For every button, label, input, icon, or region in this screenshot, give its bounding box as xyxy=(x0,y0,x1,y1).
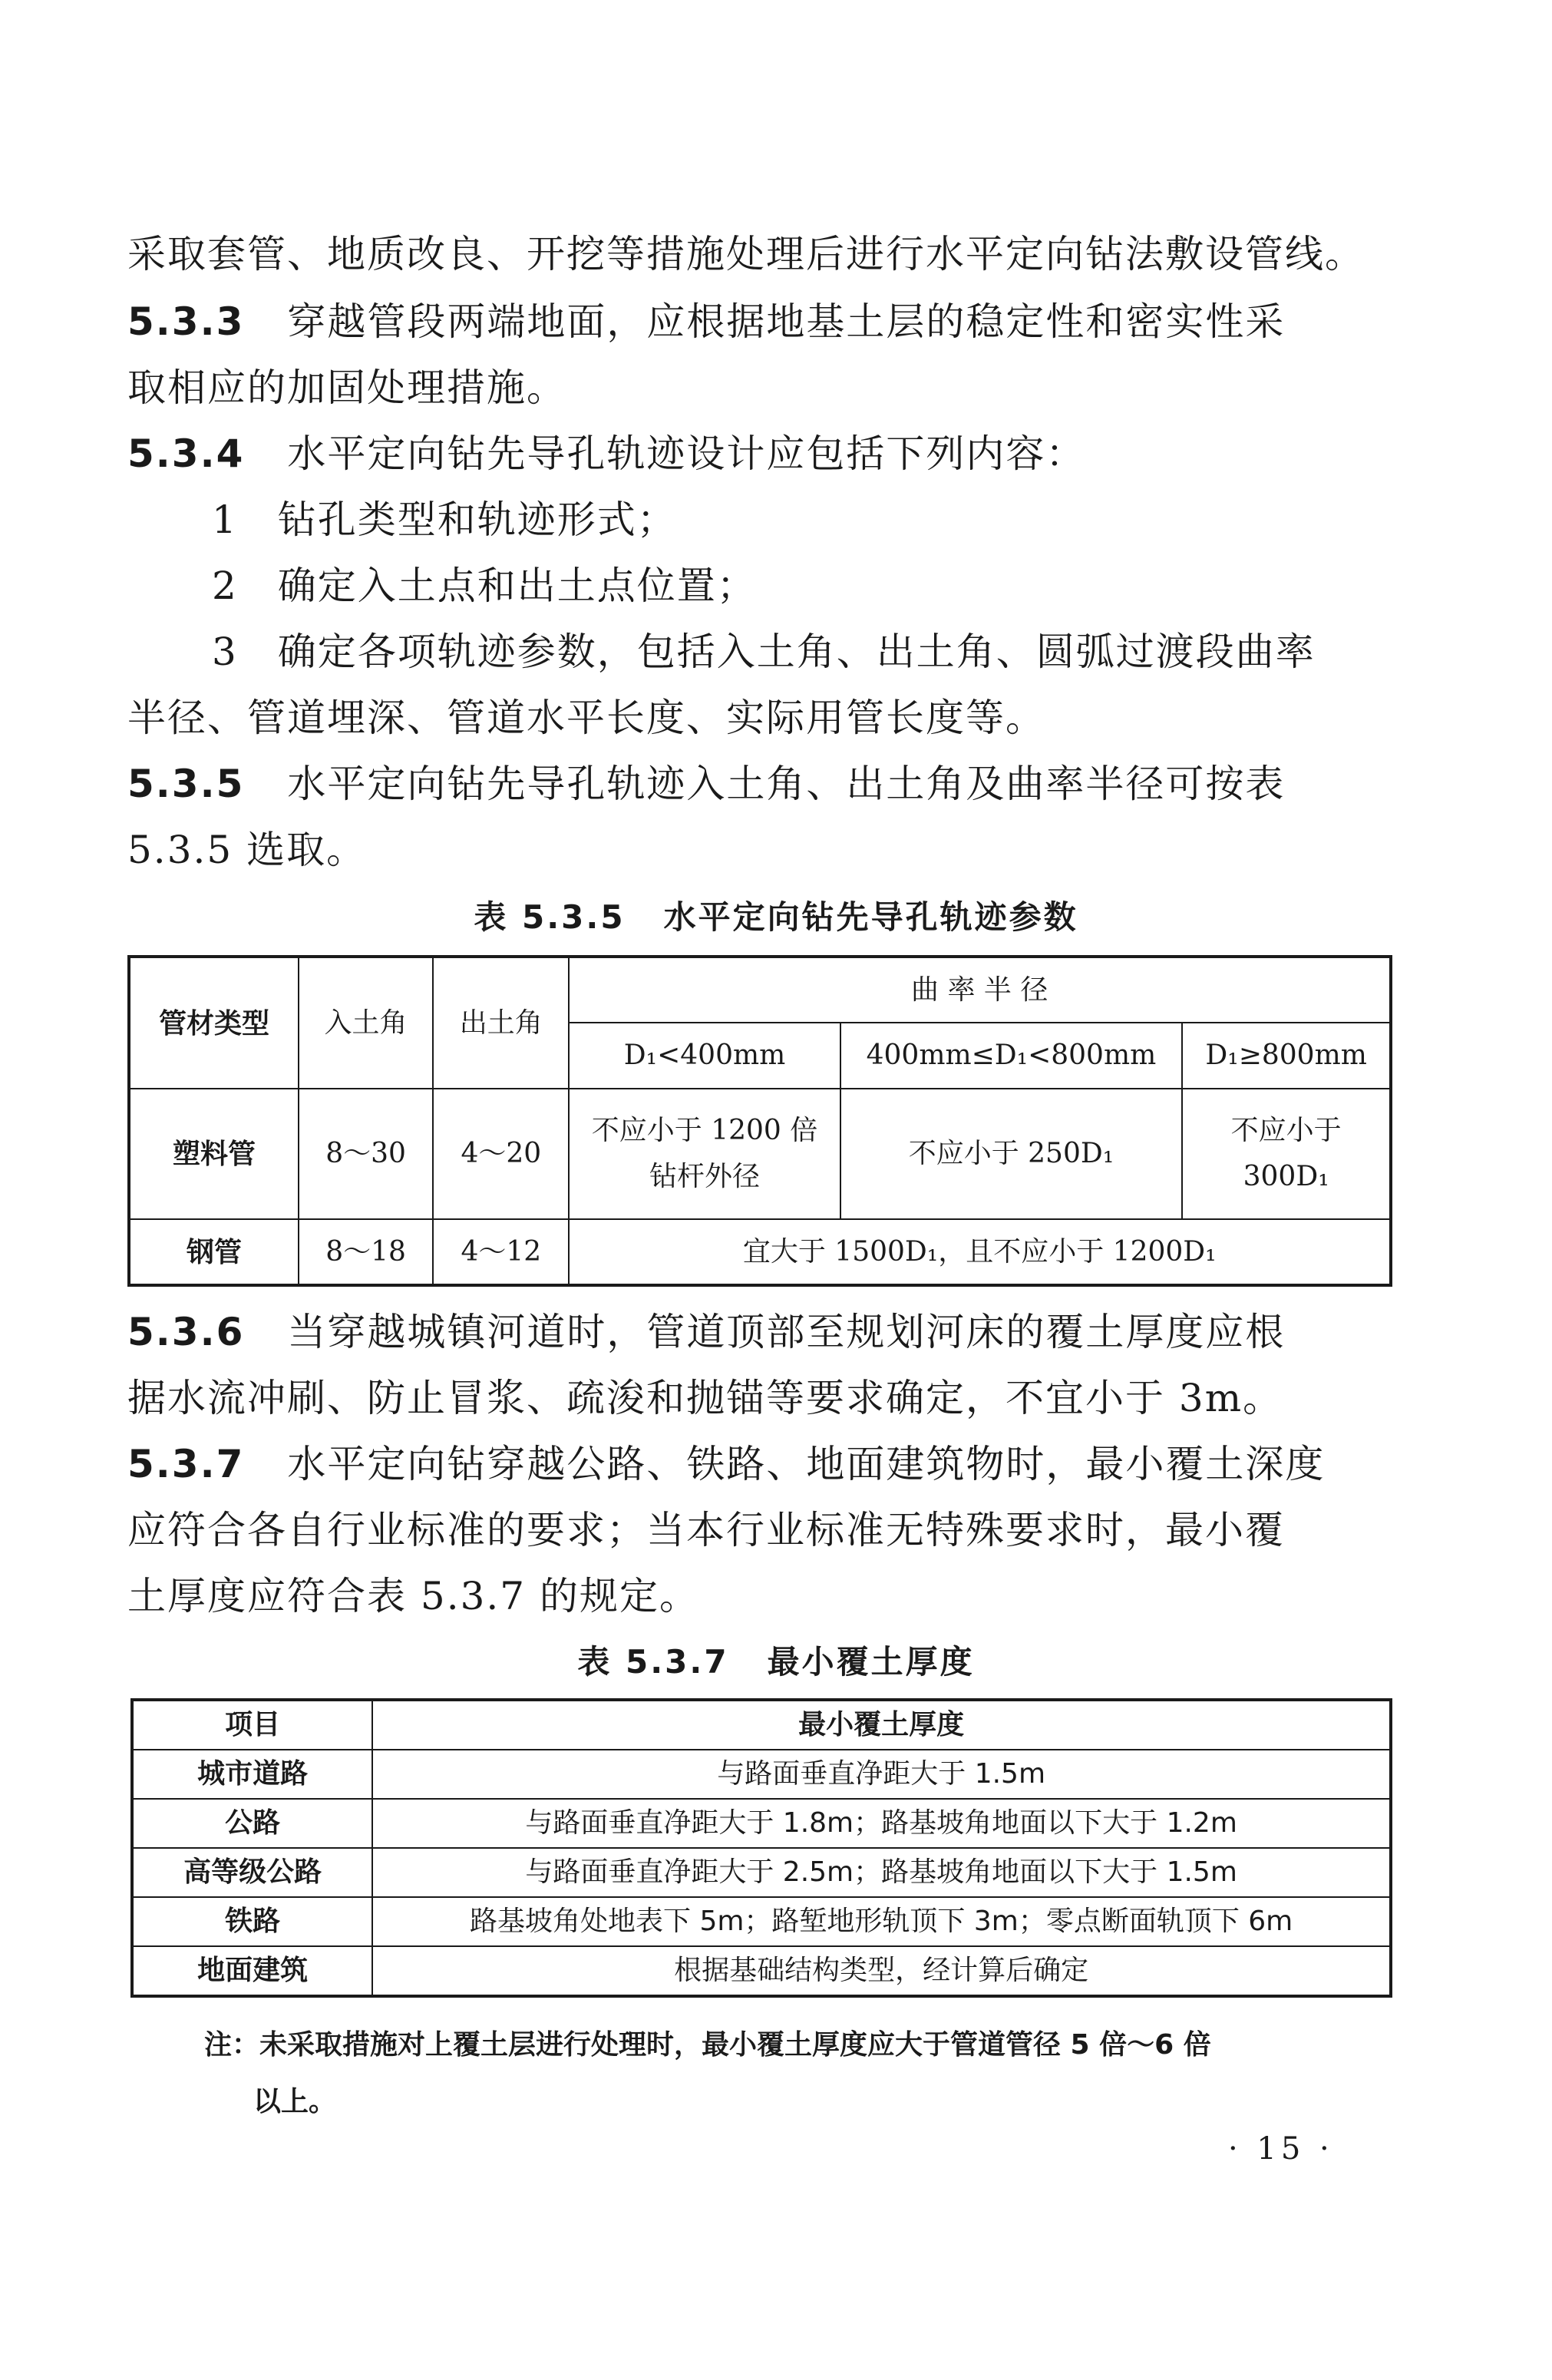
cell-value: 与路面垂直净距大于 2.5m；路基坡角地面以下大于 1.5m xyxy=(372,1848,1391,1897)
cell-radius-large xyxy=(1182,1089,1391,1219)
table-row xyxy=(132,1750,1391,1799)
table-5-3-5-caption xyxy=(0,892,1552,938)
paragraph-continuation: 采取套管、地质改良、开挖等措施处理后进行水平定向钻法敷设管线。 xyxy=(127,232,1365,276)
cell-exit-angle: 4～20 xyxy=(433,1089,569,1219)
caption-title: 水平定向钻先导孔轨迹参数 xyxy=(663,898,1078,936)
table-row xyxy=(132,1946,1391,1996)
cell-value: 与路面垂直净距大于 1.8m；路基坡角地面以下大于 1.2m xyxy=(372,1799,1391,1848)
section-text: 当穿越城镇河道时，管道顶部至规划河床的覆土厚度应根 xyxy=(287,1310,1286,1354)
table-note-cont: 以上。 xyxy=(253,2086,337,2117)
header-d1-lt-400: D₁<400mm xyxy=(569,1023,840,1089)
section-number: 5.3.4 xyxy=(127,431,245,476)
section-5-3-7-cont2: 土厚度应符合表 5.3.7 的规定。 xyxy=(127,1574,700,1618)
cell-entry-angle: 8～18 xyxy=(299,1219,433,1285)
cell-value: 路基坡角处地表下 5m；路堑地形轨顶下 3m；零点断面轨顶下 6m xyxy=(372,1897,1391,1946)
list-item-3-cont: 半径、管道埋深、管道水平长度、实际用管长度等。 xyxy=(127,696,1045,740)
cell-line: 不应小于 1200 倍 xyxy=(591,1115,818,1146)
section-number: 5.3.3 xyxy=(127,299,245,344)
header-item: 项目 xyxy=(132,1700,372,1750)
cell-item: 地面建筑 xyxy=(132,1946,372,1996)
section-text: 水平定向钻先导孔轨迹设计应包括下列内容： xyxy=(287,431,1086,476)
cell-line: 钻杆外径 xyxy=(649,1161,761,1192)
cell-entry-angle: 8～30 xyxy=(299,1089,433,1219)
cell-radius-small xyxy=(569,1089,840,1219)
section-5-3-7 xyxy=(127,1437,1386,1491)
table-row xyxy=(132,1848,1391,1897)
cell-line: 300D₁ xyxy=(1243,1161,1329,1192)
cell-item: 公路 xyxy=(132,1799,372,1848)
cell-item: 铁路 xyxy=(132,1897,372,1946)
table-row xyxy=(129,1219,1391,1285)
header-exit-angle: 出土角 xyxy=(433,957,569,1089)
cell-value: 与路面垂直净距大于 1.5m xyxy=(372,1750,1391,1799)
section-5-3-5-cont: 5.3.5 选取。 xyxy=(127,828,367,872)
list-item-3: 3 确定各项轨迹参数，包括入土角、出土角、圆弧过渡段曲率 xyxy=(212,630,1316,674)
header-min-cover: 最小覆土厚度 xyxy=(372,1700,1391,1750)
table-row xyxy=(132,1897,1391,1946)
section-5-3-7-cont: 应符合各自行业标准的要求；当本行业标准无特殊要求时，最小覆 xyxy=(127,1508,1285,1552)
section-5-3-3-cont: 取相应的加固处理措施。 xyxy=(127,365,566,410)
cell-item: 城市道路 xyxy=(132,1750,372,1799)
header-curvature-radius: 曲 率 半 径 xyxy=(569,957,1391,1023)
cell-radius-all: 宜大于 1500D₁，且不应小于 1200D₁ xyxy=(569,1219,1391,1285)
page-number: · 15 · xyxy=(1228,2131,1334,2167)
header-d1-400-800: 400mm≤D₁<800mm xyxy=(840,1023,1183,1089)
section-number: 5.3.7 xyxy=(127,1442,245,1486)
cell-pipe-type: 钢管 xyxy=(129,1219,299,1285)
section-5-3-5 xyxy=(127,757,1386,811)
section-5-3-4 xyxy=(127,427,1386,481)
caption-number: 表 5.3.5 xyxy=(474,898,626,936)
section-number: 5.3.5 xyxy=(127,762,245,806)
cell-line: 不应小于 xyxy=(1230,1115,1342,1146)
list-item-2: 2 确定入土点和出土点位置； xyxy=(212,564,757,608)
caption-title: 最小覆土厚度 xyxy=(767,1643,975,1681)
table-row xyxy=(129,1089,1391,1219)
list-item-1: 1 钻孔类型和轨迹形式； xyxy=(212,497,677,542)
caption-number: 表 5.3.7 xyxy=(577,1643,729,1681)
table-5-3-7 xyxy=(130,1698,1392,1998)
table-note: 注：未采取措施对上覆土层进行处理时，最小覆土厚度应大于管道管径 5 倍～6 倍 xyxy=(204,2029,1211,2061)
cell-pipe-type: 塑料管 xyxy=(129,1089,299,1219)
header-pipe-type: 管材类型 xyxy=(129,957,299,1089)
section-5-3-3 xyxy=(127,295,1386,349)
header-d1-ge-800: D₁≥800mm xyxy=(1182,1023,1391,1089)
section-5-3-6 xyxy=(127,1305,1386,1359)
cell-exit-angle: 4～12 xyxy=(433,1219,569,1285)
section-text: 水平定向钻穿越公路、铁路、地面建筑物时，最小覆土深度 xyxy=(287,1442,1326,1486)
table-row xyxy=(132,1799,1391,1848)
section-5-3-6-cont: 据水流冲刷、防止冒浆、疏浚和抛锚等要求确定，不宜小于 3m。 xyxy=(127,1376,1283,1420)
header-entry-angle: 入土角 xyxy=(299,957,433,1089)
cell-item: 高等级公路 xyxy=(132,1848,372,1897)
section-number: 5.3.6 xyxy=(127,1310,245,1354)
cell-radius-medium: 不应小于 250D₁ xyxy=(840,1089,1183,1219)
cell-value: 根据基础结构类型，经计算后确定 xyxy=(372,1946,1391,1996)
section-text: 水平定向钻先导孔轨迹入土角、出土角及曲率半径可按表 xyxy=(287,762,1286,806)
section-text: 穿越管段两端地面，应根据地基土层的稳定性和密实性采 xyxy=(287,299,1286,344)
table-5-3-5 xyxy=(127,955,1392,1287)
table-5-3-7-caption xyxy=(0,1637,1552,1683)
